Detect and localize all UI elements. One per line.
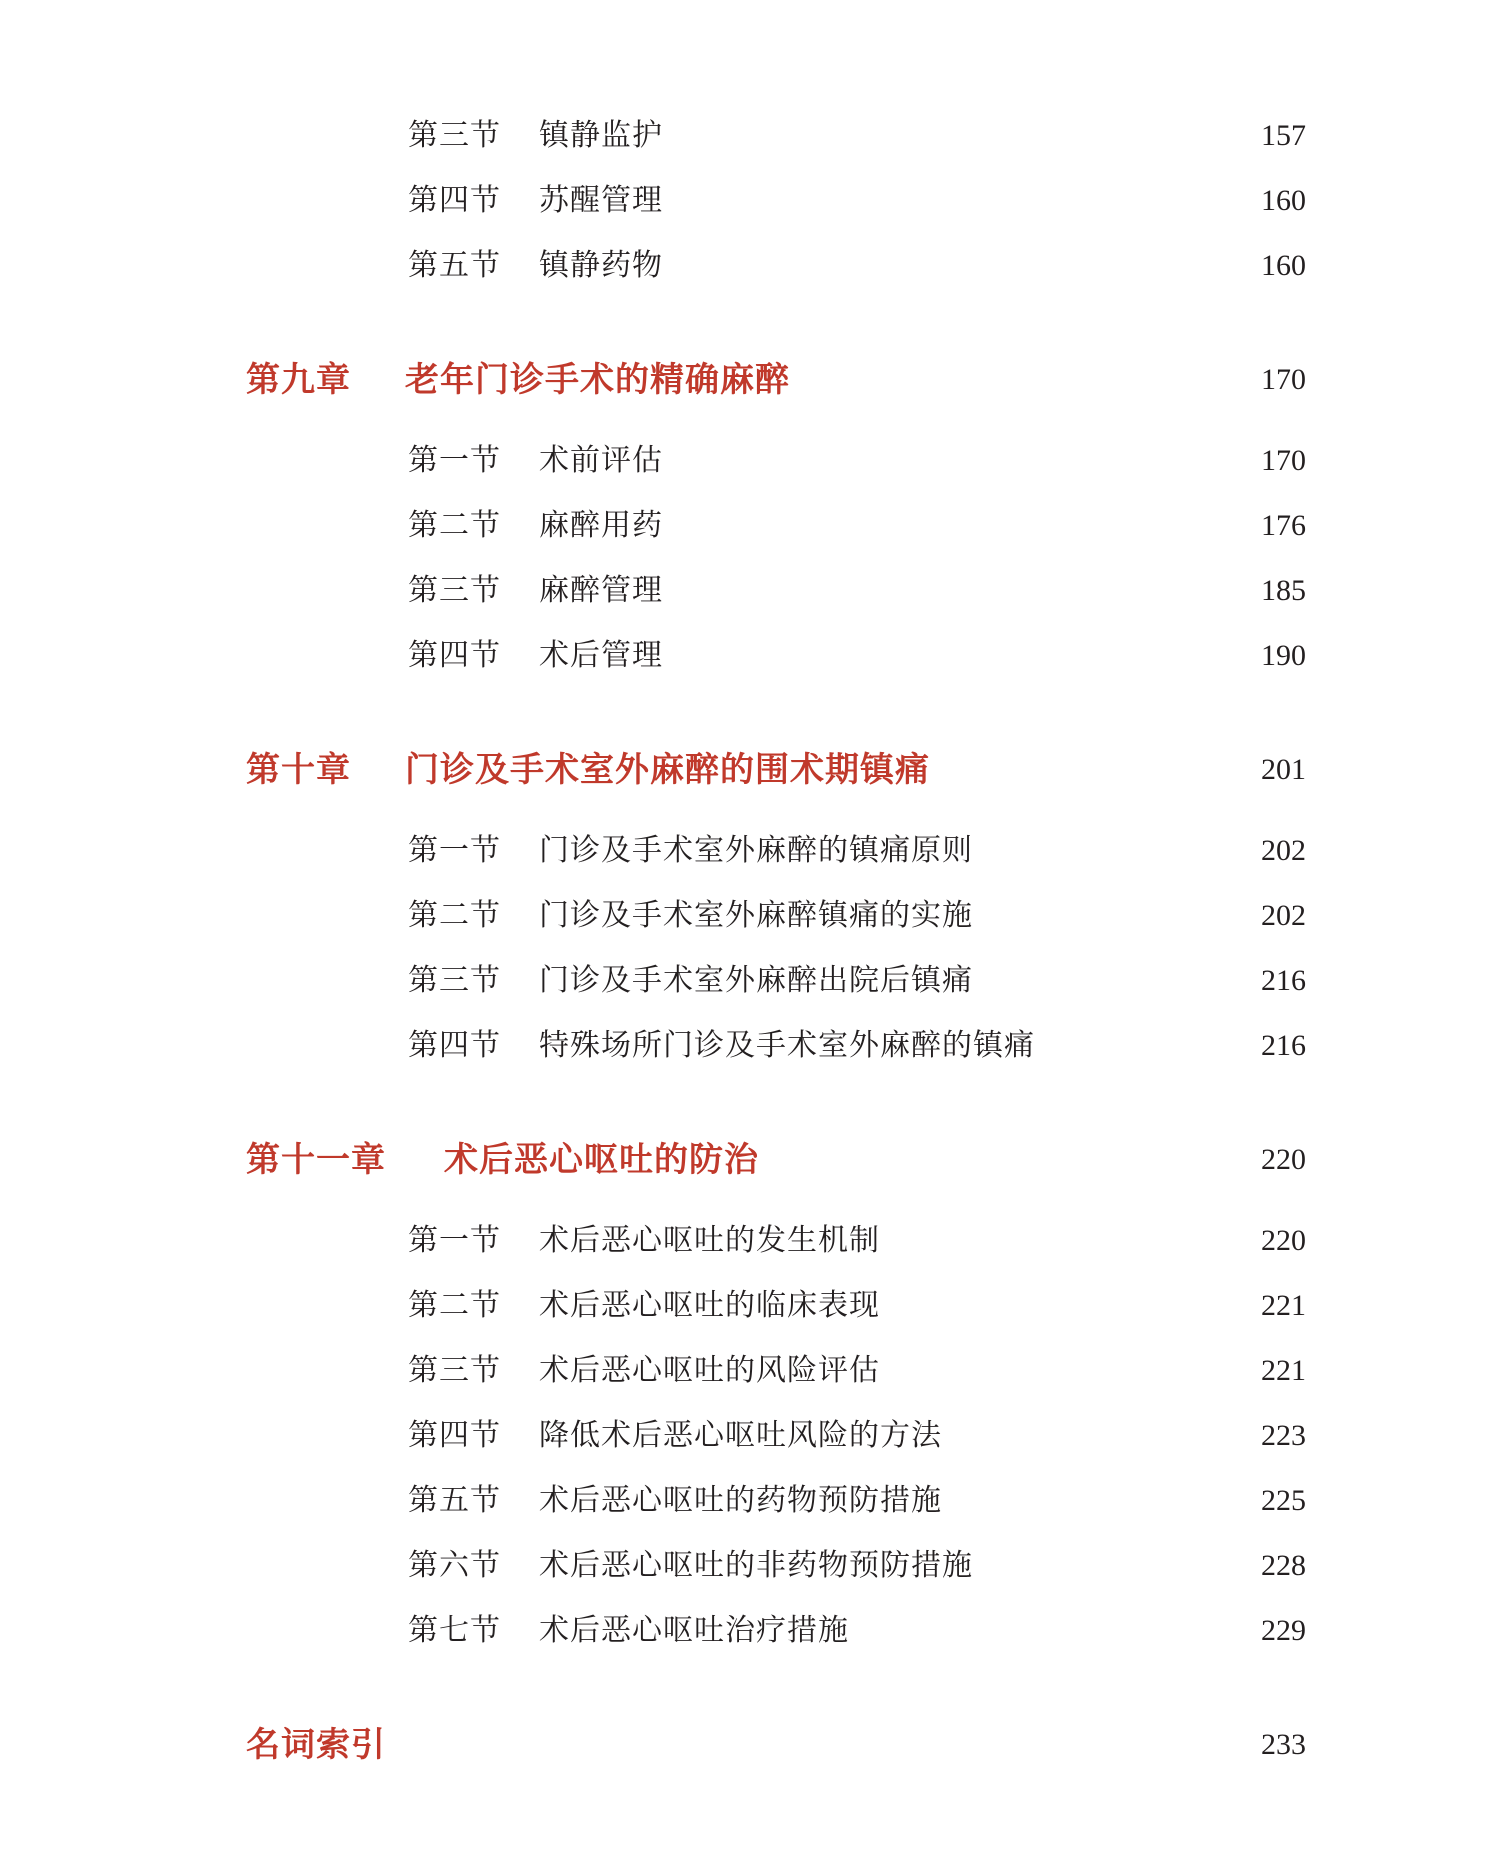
section-number: 第一节 (408, 443, 501, 478)
page-number: 202 (1261, 834, 1306, 867)
section-title: 麻醉用药 (539, 508, 663, 543)
page-number: 201 (1261, 753, 1306, 786)
section-number: 第一节 (408, 1223, 501, 1258)
page-number: 220 (1261, 1143, 1306, 1176)
section-title: 镇静药物 (539, 248, 663, 283)
page-number: 223 (1261, 1419, 1306, 1452)
section-title: 特殊场所门诊及手术室外麻醉的镇痛 (539, 1028, 1035, 1063)
section-title: 术后恶心呕吐治疗措施 (539, 1613, 849, 1648)
toc-chapter-row[interactable] (0, 352, 1500, 408)
section-title: 术后恶心呕吐的药物预防措施 (539, 1483, 942, 1518)
page-number: 225 (1261, 1484, 1306, 1517)
section-number: 第三节 (408, 963, 501, 998)
section-number: 第四节 (408, 1418, 501, 1453)
page-number: 160 (1261, 249, 1306, 282)
toc-section-row[interactable] (0, 498, 1500, 554)
toc-section-row[interactable] (0, 1408, 1500, 1464)
section-title: 门诊及手术室外麻醉镇痛的实施 (539, 898, 973, 933)
page-number: 216 (1261, 964, 1306, 997)
section-title: 术后管理 (539, 638, 663, 673)
page-number: 185 (1261, 574, 1306, 607)
toc-section-row[interactable] (0, 953, 1500, 1009)
chapter-title: 术后恶心呕吐的防治 (444, 1140, 759, 1180)
page-number: 176 (1261, 509, 1306, 542)
section-number: 第二节 (408, 898, 501, 933)
toc-index-row[interactable] (0, 1717, 1500, 1773)
chapter-number: 第十一章 (246, 1140, 386, 1180)
page-number: 228 (1261, 1549, 1306, 1582)
section-title: 术后恶心呕吐的临床表现 (539, 1288, 880, 1323)
section-number: 第七节 (408, 1613, 501, 1648)
page-number: 160 (1261, 184, 1306, 217)
toc-section-row[interactable] (0, 1343, 1500, 1399)
page-number: 221 (1261, 1289, 1306, 1322)
section-title: 麻醉管理 (539, 573, 663, 608)
page-number: 216 (1261, 1029, 1306, 1062)
toc-section-row[interactable] (0, 1213, 1500, 1269)
section-title: 镇静监护 (539, 118, 663, 153)
toc-section-row[interactable] (0, 108, 1500, 164)
section-number: 第二节 (408, 508, 501, 543)
page-number: 157 (1261, 119, 1306, 152)
section-number: 第五节 (408, 248, 501, 283)
section-number: 第六节 (408, 1548, 501, 1583)
section-number: 第四节 (408, 638, 501, 673)
toc-section-row[interactable] (0, 238, 1500, 294)
section-number: 第四节 (408, 183, 501, 218)
section-number: 第三节 (408, 573, 501, 608)
section-number: 第四节 (408, 1028, 501, 1063)
page-number: 190 (1261, 639, 1306, 672)
toc-section-row[interactable] (0, 628, 1500, 684)
section-title: 术后恶心呕吐的非药物预防措施 (539, 1548, 973, 1583)
section-title: 术后恶心呕吐的风险评估 (539, 1353, 880, 1388)
chapter-number: 第十章 (246, 750, 351, 790)
chapter-title: 门诊及手术室外麻醉的围术期镇痛 (405, 750, 930, 790)
section-title: 苏醒管理 (539, 183, 663, 218)
page-number: 233 (1261, 1728, 1306, 1761)
toc-section-row[interactable] (0, 823, 1500, 879)
page-number: 229 (1261, 1614, 1306, 1647)
section-number: 第五节 (408, 1483, 501, 1518)
toc-chapter-row[interactable] (0, 742, 1500, 798)
section-title: 降低术后恶心呕吐风险的方法 (539, 1418, 942, 1453)
section-title: 术后恶心呕吐的发生机制 (539, 1223, 880, 1258)
index-title: 名词索引 (246, 1725, 386, 1765)
section-title: 术前评估 (539, 443, 663, 478)
toc-section-row[interactable] (0, 173, 1500, 229)
toc-section-row[interactable] (0, 888, 1500, 944)
page-number: 170 (1261, 363, 1306, 396)
toc-section-row[interactable] (0, 1278, 1500, 1334)
page-number: 170 (1261, 444, 1306, 477)
section-number: 第二节 (408, 1288, 501, 1323)
chapter-title: 老年门诊手术的精确麻醉 (405, 360, 790, 400)
toc-section-row[interactable] (0, 563, 1500, 619)
section-number: 第一节 (408, 833, 501, 868)
chapter-number: 第九章 (246, 360, 351, 400)
section-number: 第三节 (408, 1353, 501, 1388)
toc-section-row[interactable] (0, 1473, 1500, 1529)
toc-section-row[interactable] (0, 433, 1500, 489)
page-number: 220 (1261, 1224, 1306, 1257)
section-title: 门诊及手术室外麻醉的镇痛原则 (539, 833, 973, 868)
toc-section-row[interactable] (0, 1538, 1500, 1594)
section-number: 第三节 (408, 118, 501, 153)
section-title: 门诊及手术室外麻醉出院后镇痛 (539, 963, 973, 998)
toc-chapter-row[interactable] (0, 1132, 1500, 1188)
page-number: 221 (1261, 1354, 1306, 1387)
toc-section-row[interactable] (0, 1018, 1500, 1074)
page-number: 202 (1261, 899, 1306, 932)
toc-section-row[interactable] (0, 1603, 1500, 1659)
